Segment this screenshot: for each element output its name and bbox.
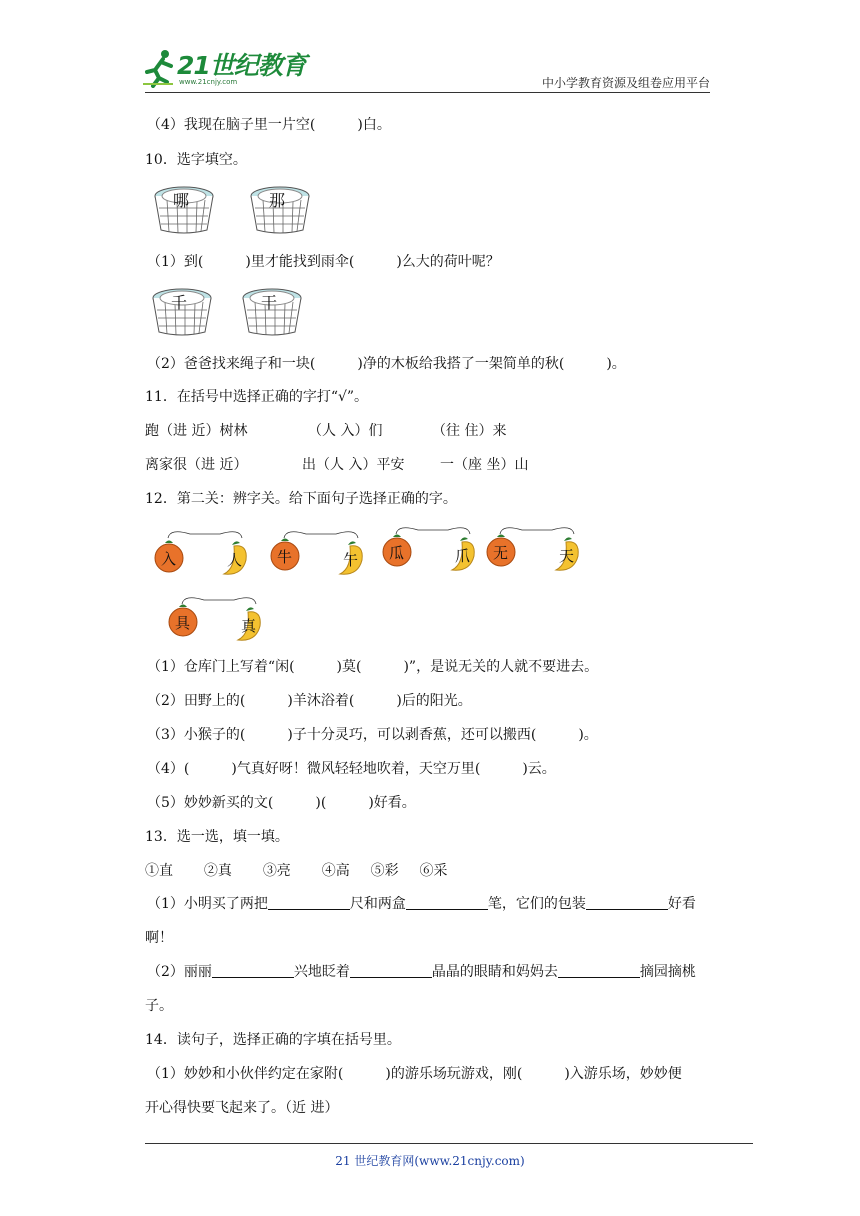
q10-item-1: （1）到( )里才能找到雨伞( )么大的荷叶呢？ [147,254,500,270]
q11-row-1-item: （往 住）来 [432,423,507,439]
logo [143,44,313,90]
q13-item-1-cont: 啊！ [145,930,173,946]
fruit-char: 人 [227,551,243,569]
answer-blank[interactable] [558,963,640,978]
q13-item-2-cont: 子。 [145,998,173,1014]
logo-text: 21世纪教育 [177,51,306,80]
q13-options [145,861,448,881]
basket-option [153,186,215,234]
fruit-char: 入 [161,550,177,568]
option: ⑤彩 [370,863,399,879]
q14-item-1: （1）妙妙和小伙伴约定在家附( )的游乐场玩游戏，刚( )入游乐场，妙妙便 [147,1066,682,1082]
answer-blank[interactable] [268,895,350,910]
q14-title: 14．读句子，选择正确的字填在括号里。 [145,1032,401,1048]
q14-item-1-cont: 开心得快要飞起来了。（近 进） [145,1100,339,1116]
fruit-char: 午 [343,551,359,569]
fruit-char: 天 [559,547,575,565]
q12-item-1: （1）仓库门上写着“闲( )莫( )”，是说无关的人就不要进去。 [147,659,599,675]
logo-url: www.21cnjy.com [179,78,238,86]
fruit-pair [266,524,376,580]
fruit-pair [150,524,260,580]
q11-row-2-item: 出（人 入）平安 [302,457,405,473]
fruit-char: 爪 [455,547,471,565]
q10-title: 10．选字填空。 [145,152,247,168]
fruit-char: 具 [175,614,191,632]
option: ①直 [145,863,173,879]
fruit-char: 牛 [277,548,293,566]
option: ④高 [321,863,350,879]
fruit-pair [482,520,592,576]
q13-item-1: （1）小明买了两把 尺和两盒 笔，它们的包装 好看 [147,896,696,912]
basket-char: 干 [261,293,278,312]
q13-item-2: （2）丽丽 兴地眨着 晶晶的眼睛和妈妈去 摘园摘桃 [147,964,696,980]
header-divider [145,92,710,93]
basket-option [249,186,311,234]
q11-row-2-item: 离家很（进 近） [145,457,248,473]
q12-title: 12．第二关：辨字关。给下面句子选择正确的字。 [145,491,457,507]
option: ⑥采 [419,863,448,879]
basket-option [241,288,303,336]
basket-option [151,288,213,336]
q12-item-3: （3）小猴子的( )子十分灵巧，可以剥香蕉，还可以搬西( )。 [147,727,598,743]
q11-title: 11．在括号中选择正确的字打“√”。 [145,389,369,405]
footer-text: 21 世纪教育网(www.21cnjy.com) [335,1154,525,1168]
q12-item-2: （2）田野上的( )羊沐浴着( )后的阳光。 [147,693,472,709]
q11-row-2-item: 一（座 坐）山 [440,457,529,473]
q12-item-4: （4）( )气真好呀！微风轻轻地吹着，天空万里( )云。 [147,761,556,777]
answer-blank[interactable] [350,963,432,978]
q11-row-1-item: 跑（进 近）树林 [145,423,248,439]
basket-char: 哪 [173,191,190,210]
fruit-char: 无 [493,544,509,562]
answer-blank[interactable] [586,895,668,910]
header-platform-name: 中小学教育资源及组卷应用平台 [541,76,710,90]
fruit-char: 真 [241,617,257,635]
fruit-pair [378,520,488,576]
fruit-char: 瓜 [389,544,405,562]
q12-item-5: （5）妙妙新买的文( )( )好看。 [147,795,416,811]
basket-char: 那 [269,191,286,210]
q9-item-4: （4）我现在脑子里一片空( )白。 [147,117,391,133]
answer-blank[interactable] [406,895,488,910]
option: ②真 [203,863,232,879]
runner-logo-icon [143,48,177,88]
basket-char: 千 [171,293,188,312]
q11-row-1-item: （人 入）们 [308,423,383,439]
q13-title: 13．选一选，填一填。 [145,829,289,845]
q10-item-2: （2）爸爸找来绳子和一块( )净的木板给我搭了一架简单的秋( )。 [147,356,626,372]
option: ③亮 [262,863,291,879]
answer-blank[interactable] [212,963,294,978]
fruit-pair [164,590,274,646]
footer-divider [145,1143,753,1144]
